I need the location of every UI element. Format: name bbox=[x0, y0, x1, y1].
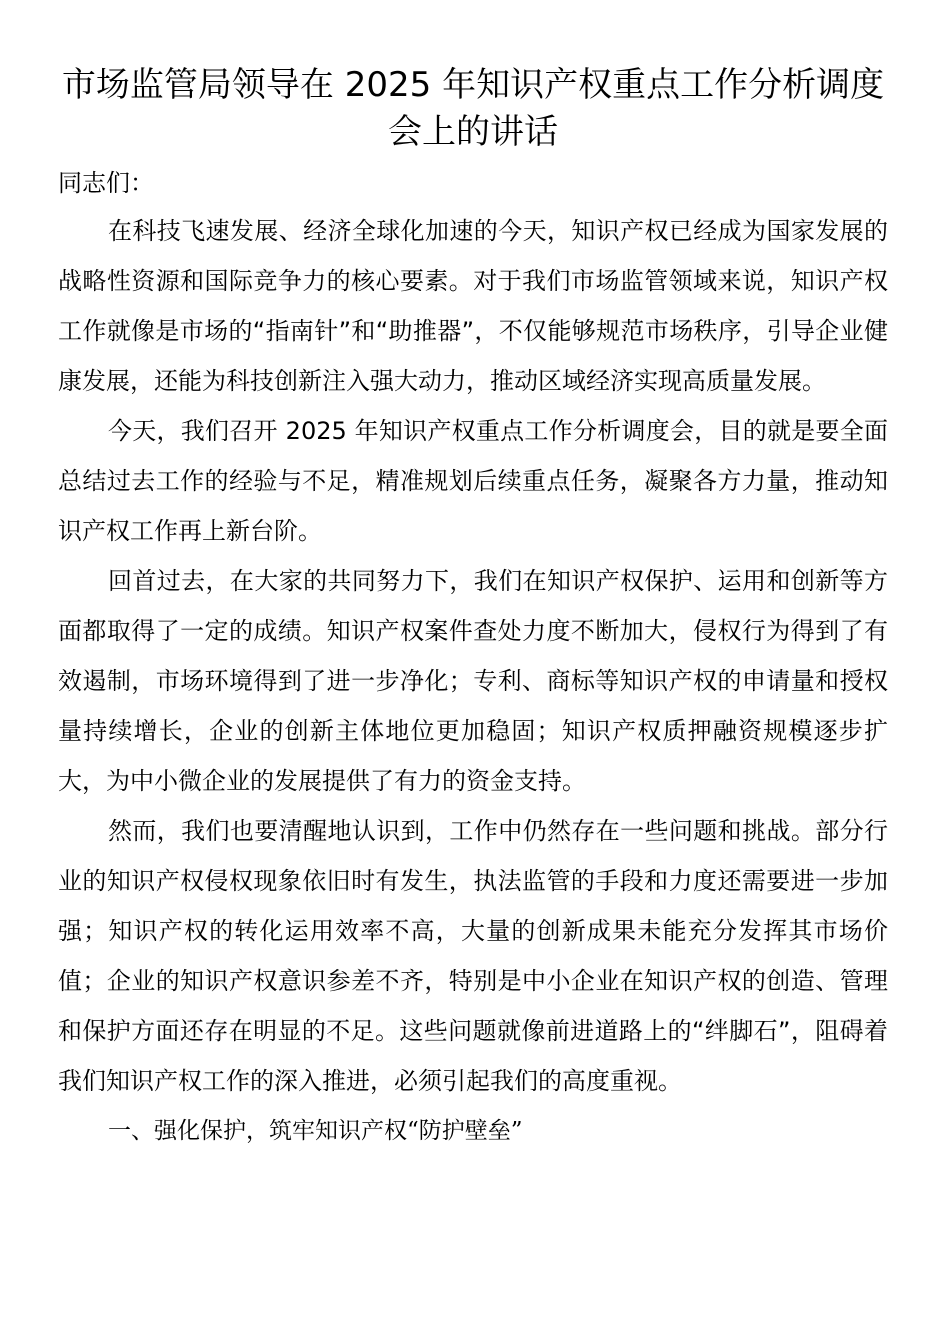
section-heading: 一、强化保护，筑牢知识产权“防护壁垒” bbox=[108, 1118, 523, 1144]
paragraph-achievements: 回首过去，在大家的共同努力下，我们在知识产权保护、运用和创新等方面都取得了一定的成绩。知识产权案件查处力度不断加大，侵权行为得到了有效遏制，市场环境得到了进一步净化；专利、商标等知识产权的申请量和授权量持续增长，企业的创新主体地位更加稳固；知识产权质押融资规模逐步扩大，为中小微企业的发展提供了有力的资金支持。 bbox=[58, 567, 888, 795]
paragraph-meeting-purpose: 今天，我们召开 2025 年知识产权重点工作分析调度会，目的就是要全面总结过去工作的经验与不足，精准规划后续重点任务，凝聚各方力量，推动知识产权工作再上新台阶。 bbox=[58, 417, 888, 545]
paragraph-intro: 在科技飞速发展、经济全球化加速的今天，知识产权已经成为国家发展的战略性资源和国际竞争力的核心要素。对于我们市场监管领域来说，知识产权工作就像是市场的“指南针”和“助推器”，不仅能够规范市场秩序，引导企业健康发展，还能为科技创新注入强大动力，推动区域经济实现高质量发展。 bbox=[58, 217, 888, 395]
paragraph-challenges: 然而，我们也要清醒地认识到，工作中仍然存在一些问题和挑战。部分行业的知识产权侵权现象依旧时有发生，执法监管的手段和力度还需要进一步加强；知识产权的转化运用效率不高，大量的创新成果未能充分发挥其市场价值；企业的知识产权意识参差不齐，特别是中小企业在知识产权的创造、管理和保护方面还存在明显的不足。这些问题就像前进道路上的“绊脚石”，阻碍着我们知识产权工作的深入推进，必须引起我们的高度重视。 bbox=[58, 817, 888, 1095]
document-page bbox=[58, 62, 888, 1156]
salutation: 同志们： bbox=[58, 169, 154, 197]
document-title: 市场监管局领导在 2025 年知识产权重点工作分析调度会上的讲话 bbox=[61, 65, 885, 152]
